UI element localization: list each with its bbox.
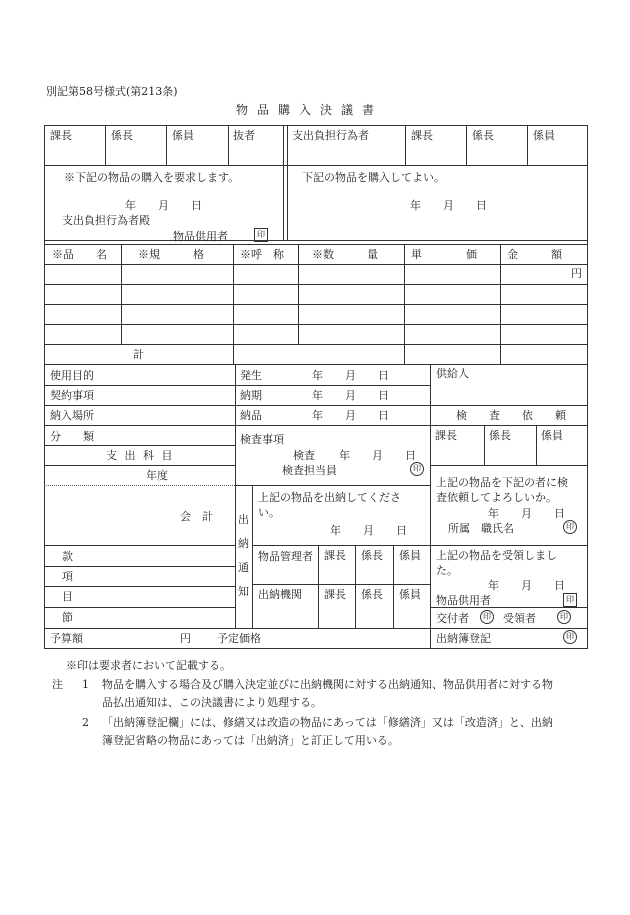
kou-label: 項 xyxy=(62,570,73,583)
insp-request-text-2: 査依頼してよろしいか。 xyxy=(436,491,557,504)
note-asterisk: ※印は要求者において記載する。 xyxy=(66,659,231,672)
inspection-date: 年 月 日 xyxy=(339,449,416,462)
receipt-text-1: 上記の物品を受領しまし xyxy=(436,549,557,562)
receipt-user-seal-icon: 印 xyxy=(563,593,577,607)
insp-kakariin-label: 係員 xyxy=(541,429,563,442)
form-number: 別記第58号様式(第213条) xyxy=(46,85,178,98)
insp-kacho-label: 課長 xyxy=(435,429,457,442)
deliverer-label: 交付者 xyxy=(436,612,469,625)
addressee: 支出負担行為者殿 xyxy=(62,214,150,227)
col-tanka: 単 価 xyxy=(411,248,477,261)
occurrence-date: 年 月 日 xyxy=(312,369,389,382)
shishutsu-label: 支出負担行為者 xyxy=(292,129,369,142)
kakaricho-label: 係長 xyxy=(111,129,133,142)
issuance-text-2: い。 xyxy=(258,506,280,519)
institution-label: 出納機関 xyxy=(258,588,302,601)
accounting-label: 会 計 xyxy=(180,510,213,523)
inst-kakaricho-label: 係長 xyxy=(361,588,383,601)
issuance-vertical-label: 出納通知 xyxy=(238,513,249,598)
page-title: 物品購入決議書 xyxy=(236,103,384,117)
user-label: 物品供用者 xyxy=(173,230,228,243)
dept-name-label: 所属 職氏名 xyxy=(448,522,514,535)
supplier-label: 供給人 xyxy=(436,367,469,380)
request-date: 年 月 日 xyxy=(125,199,202,212)
bassha-label: 抜者 xyxy=(233,129,255,142)
request-text: ※下記の物品の購入を要求します。 xyxy=(64,171,240,184)
setsu-label: 節 xyxy=(62,611,73,624)
purpose-label: 使用目的 xyxy=(50,369,94,382)
delivered-label: 納品 xyxy=(240,409,262,422)
inspection-request-label: 検 査 依 頼 xyxy=(456,409,566,422)
col-hinmei: ※品 名 xyxy=(52,248,107,261)
inst-kakariin-label: 係員 xyxy=(399,588,421,601)
issuance-date: 年 月 日 xyxy=(330,524,407,537)
expense-item-label: 支 出 科 目 xyxy=(106,449,175,462)
col-kosho: ※呼 称 xyxy=(240,248,284,261)
col-kikaku: ※規 格 xyxy=(138,248,204,261)
insp-request-date: 年 月 日 xyxy=(488,507,565,520)
note-2-line2: 簿登記省略の物品にあっては「出納済」と訂正して用いる。 xyxy=(102,734,399,747)
inspection-matters-label: 検査事項 xyxy=(240,433,284,446)
budget-label: 予算額 xyxy=(50,632,83,645)
kacho2-label: 課長 xyxy=(411,129,433,142)
bunrui-label: 分 類 xyxy=(50,430,94,443)
note-1-num: 1 xyxy=(82,678,89,691)
kakariin-label: 係員 xyxy=(172,129,194,142)
mgr-kakariin-label: 係員 xyxy=(399,549,421,562)
inst-kacho-label: 課長 xyxy=(324,588,346,601)
manager-label: 物品管理者 xyxy=(258,550,313,563)
moku-label: 目 xyxy=(62,590,73,603)
note-2-line1: 「出納簿登記欄」には、修繕又は改造の物品にあっては「修繕済」又は「改造済」と、出納 xyxy=(102,716,553,729)
approve-text: 下記の物品を購入してよい。 xyxy=(302,171,445,184)
delivery-place-label: 納入場所 xyxy=(50,409,94,422)
dept-seal-icon: 印 xyxy=(563,520,577,534)
receiver-label: 受領者 xyxy=(503,612,536,625)
yen-unit: 円 xyxy=(571,267,582,280)
delivered-date: 年 月 日 xyxy=(312,409,389,422)
kakaricho2-label: 係長 xyxy=(472,129,494,142)
occurrence-label: 発生 xyxy=(240,369,262,382)
insp-request-text-1: 上記の物品を下記の者に検 xyxy=(436,476,568,489)
note-2-num: 2 xyxy=(82,716,89,729)
issuance-text-1: 上記の物品を出納してくださ xyxy=(258,491,401,504)
mgr-kacho-label: 課長 xyxy=(324,549,346,562)
due-date: 年 月 日 xyxy=(312,389,389,402)
receipt-user-label: 物品供用者 xyxy=(436,594,491,607)
receipt-date: 年 月 日 xyxy=(488,579,565,592)
receipt-text-2: た。 xyxy=(436,564,458,577)
note-1-line2: 品払出通知は、この決議書により処理する。 xyxy=(102,696,322,709)
kacho-label: 課長 xyxy=(50,129,72,142)
ledger-label: 出納簿登記 xyxy=(436,632,491,645)
approve-date: 年 月 日 xyxy=(410,199,487,212)
fiscal-year-label: 年度 xyxy=(146,469,168,482)
ledger-seal-icon: 印 xyxy=(563,630,577,644)
planned-price-label: 予定価格 xyxy=(217,632,261,645)
contract-label: 契約事項 xyxy=(50,389,94,402)
insp-kakaricho-label: 係長 xyxy=(489,429,511,442)
deliverer-seal-icon: 印 xyxy=(480,610,494,624)
budget-yen: 円 xyxy=(180,632,191,645)
receiver-seal-icon: 印 xyxy=(557,610,571,624)
due-label: 納期 xyxy=(240,389,262,402)
note-1-line1: 物品を購入する場合及び購入決定並びに出納機関に対する出納通知、物品供用者に対する物 xyxy=(102,678,553,691)
col-kingaku: 金 額 xyxy=(507,248,562,261)
col-suryo: ※数 量 xyxy=(312,248,378,261)
total-label: 計 xyxy=(133,348,144,361)
mgr-kakaricho-label: 係長 xyxy=(361,549,383,562)
note-label: 注 xyxy=(52,678,63,691)
inspection-seal-icon: 印 xyxy=(410,462,424,476)
kan-label: 款 xyxy=(62,550,73,563)
inspection-officer-label: 検査担当員 xyxy=(282,464,337,477)
kakariin2-label: 係員 xyxy=(533,129,555,142)
inspection-label: 検査 xyxy=(293,449,315,462)
seal-icon: 印 xyxy=(254,228,268,242)
